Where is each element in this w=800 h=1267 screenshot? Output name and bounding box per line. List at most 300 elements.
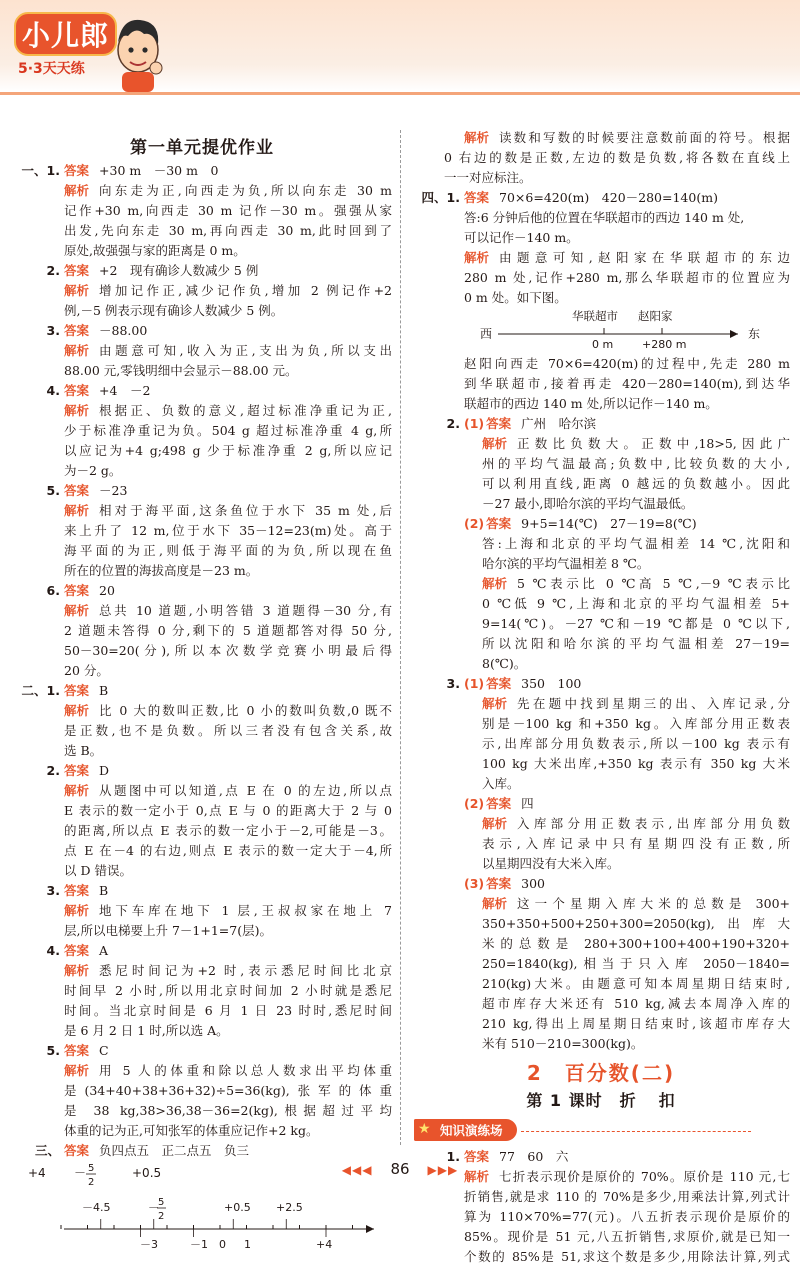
- line-text: 300: [521, 876, 545, 891]
- line-text: 280 m 处,记作+280 m,那么华联超市的位置应为: [464, 270, 790, 285]
- answer-line: [12, 881, 392, 901]
- nl-axis-arrow-icon: [366, 1225, 374, 1233]
- explain-label: 解析: [482, 576, 508, 591]
- answer-line: [12, 421, 392, 441]
- line-text: 8(℃)。: [482, 656, 527, 671]
- answer-line: [12, 441, 392, 461]
- answer-line: [412, 494, 790, 514]
- answer-line: [412, 614, 790, 634]
- answer-line: [12, 681, 392, 701]
- line-text: B: [99, 883, 109, 898]
- answer-line: [12, 1101, 392, 1121]
- explain-label: 解析: [464, 1169, 490, 1184]
- answer-line: [12, 301, 392, 321]
- line-text: 时间早 2 小时,所以用北京时间加 2 小时就是悉尼: [64, 983, 392, 998]
- answer-label: 答案: [486, 676, 512, 691]
- line-text: 答:6 分钟后他的位置在华联超市的西边 140 m 处,: [464, 210, 745, 225]
- line-text: +4 －2: [99, 383, 151, 398]
- item-number: 1.: [446, 1149, 460, 1164]
- line-text: 是 38 kg,38>36,38－36=2(kg),根据超过平均: [64, 1103, 392, 1118]
- answer-line: [412, 128, 790, 148]
- line-text: 入库部分用正数表示,出库部分用负数: [517, 816, 790, 831]
- answer-line: [412, 894, 790, 914]
- answer-label: 答案: [64, 383, 90, 398]
- answer-line: [12, 861, 392, 881]
- line-text: C: [99, 1043, 109, 1058]
- item-number: 6.: [46, 583, 60, 598]
- line-text: 米有 510－210=300(kg)。: [482, 1036, 644, 1051]
- sub-number: (2): [464, 516, 485, 531]
- line-text: 出发,先向东走 30 m,再向西走 30 m,此时回到了: [64, 223, 392, 238]
- answer-line: [12, 1041, 392, 1061]
- line-text: 哈尔滨的平均气温相差 8 ℃。: [482, 556, 650, 571]
- answer-line: [412, 248, 790, 268]
- line-text: 点 E 在－4 的右边,则点 E 表示的数一定大于－4,所: [64, 843, 392, 858]
- answer-line: [12, 741, 392, 761]
- nl-tick-p4: +4: [316, 1238, 333, 1251]
- line-text: 20: [99, 583, 115, 598]
- answer-line: [12, 961, 392, 981]
- line-text: 比 0 大的数叫正数,比 0 小的数叫负数,0 既不: [99, 703, 392, 718]
- answer-line: [12, 241, 392, 261]
- nl-tick-1: 1: [244, 1238, 251, 1251]
- answer-label: 答案: [486, 876, 512, 891]
- lesson-title-b: 扣: [658, 1091, 676, 1110]
- banner-row: [412, 1111, 790, 1141]
- left-column: [12, 128, 392, 1259]
- answer-line: [412, 794, 790, 814]
- answer-line: [12, 921, 392, 941]
- item-number: 5.: [46, 483, 60, 498]
- nl-label-num: 5: [158, 1197, 165, 1208]
- line-text: －23: [99, 483, 128, 498]
- answer-label: 答案: [486, 796, 512, 811]
- line-text: －27 最小,即哈尔滨的平均气温最低。: [482, 496, 694, 511]
- banner-label: 知识演练场: [440, 1123, 503, 1138]
- nl-tick-m1: －1: [190, 1238, 208, 1251]
- explain-label: 解析: [64, 1063, 90, 1078]
- line-text: 210 kg,得出上周星期日结束时,该超市库存大: [482, 1016, 790, 1031]
- answer-label: 答案: [64, 583, 90, 598]
- answer-line: [412, 654, 790, 674]
- line-text: 100 kg 大米出库,+350 kg 表示有 350 kg 大米: [482, 756, 790, 771]
- answer-line: [412, 594, 790, 614]
- item-number: 四、1.: [421, 190, 460, 205]
- answer-line: [12, 581, 392, 601]
- footer-left-arrows-icon: ◀◀◀: [341, 1163, 373, 1177]
- item-number: 二、1.: [21, 683, 60, 698]
- answer-line: [412, 994, 790, 1014]
- line-text: 到华联超市,接着再走 420－280=140(m),到达华: [464, 376, 790, 391]
- line-text: B: [99, 683, 109, 698]
- right-answer-list-bottom: [412, 354, 790, 1054]
- answer-label: 答案: [64, 1143, 90, 1158]
- answer-line: [412, 954, 790, 974]
- page-number: 86: [390, 1160, 410, 1178]
- line-text: 210(kg)大米。由题意可知本周星期日结束时,: [482, 976, 790, 991]
- line-text: 的距离,所以点 E 表示的数一定小于－2,可能是－3。: [64, 823, 392, 838]
- line-text: 9+5=14(℃) 27－19=8(℃): [521, 516, 697, 531]
- line-text: 广州 哈尔滨: [521, 416, 597, 431]
- line-text: 联超市的西边 140 m 处,所以记作－140 m。: [464, 396, 718, 411]
- line-text: 超市库存大米还有 510 kg,减去本周净入库的: [482, 996, 790, 1011]
- nl-label-den: 2: [158, 1211, 165, 1222]
- answer-line: [12, 701, 392, 721]
- answer-line: [412, 454, 790, 474]
- line-text: 相对于海平面,这条鱼位于水下 35 m 处,后: [99, 503, 392, 518]
- line-text: 少于标准净重记为负。504 g 超过标准净重 4 g,所: [64, 423, 392, 438]
- answer-line: [412, 168, 790, 188]
- line-text: E 表示的数一定小于 0,点 E 与 0 的距离大于 2 与 0: [64, 803, 392, 818]
- line-text: A: [99, 943, 109, 958]
- line-text: 由题意可知,赵阳家在华联超市的东边: [499, 250, 790, 265]
- line-text: D: [99, 763, 110, 778]
- line-text: 体重的记为正,可知张军的体重应记作+2 kg。: [64, 1123, 319, 1138]
- line-text: 以应记为+4 g;498 g 少于标准净重 2 g,所以应记: [64, 443, 392, 458]
- answer-label: 答案: [64, 263, 90, 278]
- answer-label: 答案: [486, 416, 512, 431]
- direction-arrow-icon: [730, 330, 738, 338]
- answer-line: [12, 1061, 392, 1081]
- answer-line: [412, 934, 790, 954]
- nl-tick-m3: －3: [140, 1238, 158, 1251]
- section-title: 2 百分数(二): [526, 1061, 676, 1085]
- explain-label: 解析: [64, 183, 90, 198]
- line-text: 答:上海和北京的平均气温相差 14 ℃,沈阳和: [482, 536, 790, 551]
- answer-line: [12, 661, 392, 681]
- answer-label: 答案: [464, 1149, 490, 1164]
- item-number: 3.: [46, 883, 60, 898]
- answer-label: 答案: [64, 323, 90, 338]
- item-number: 2.: [46, 763, 60, 778]
- left-answer-list: [12, 161, 392, 1161]
- line-text: 赵阳向西走 70×6=420(m)的过程中,先走 280 m: [464, 356, 790, 371]
- answer-line: [412, 374, 790, 394]
- explain-label: 解析: [64, 603, 90, 618]
- right-answer-list-top: [412, 128, 790, 308]
- line-text: 总共 10 道题,小明答错 3 道题得－30 分,有: [99, 603, 392, 618]
- line-text: 50－30=20(分),所以本次数学竞赛小明最后得: [64, 643, 392, 658]
- explain-label: 解析: [64, 903, 90, 918]
- item-number: 4.: [46, 383, 60, 398]
- answer-line: [12, 461, 392, 481]
- item-number: 2.: [446, 416, 460, 431]
- line-text: 5 ℃表示比 0 ℃高 5 ℃,－9 ℃表示比: [517, 576, 790, 591]
- answer-line: [12, 801, 392, 821]
- answer-line: [12, 201, 392, 221]
- line-text: 以 D 错误。: [64, 863, 132, 878]
- line-text: 读数和写数的时候要注意数前面的符号。根据: [499, 130, 790, 145]
- mascot-boy-icon: [108, 12, 166, 94]
- answer-line: [412, 288, 790, 308]
- right-column: [412, 128, 790, 1267]
- column-divider: [400, 130, 401, 1145]
- line-text: 0 ℃低 9 ℃,上海和北京的平均气温相差 5+: [482, 596, 790, 611]
- answer-line: [412, 1187, 790, 1207]
- line-text: 0 右边的数是正数,左边的数是负数,将各数在直线上: [444, 150, 790, 165]
- line-text: 记作+30 m,向西走 30 m 记作－30 m。强强从家: [64, 203, 392, 218]
- answer-line: [412, 814, 790, 834]
- line-text: 个数的 85%是 51,求这个数是多少,用除法计算,列式: [464, 1249, 790, 1264]
- answer-line: [12, 381, 392, 401]
- explain-label: 解析: [464, 250, 490, 265]
- answer-label: 答案: [64, 943, 90, 958]
- direction-plus-label: +280 m: [642, 338, 687, 351]
- direction-west-label: 西: [480, 327, 493, 341]
- answer-line: [412, 228, 790, 248]
- answer-line: [12, 1141, 392, 1161]
- answer-line: [412, 914, 790, 934]
- banner-dashed-rule: [521, 1131, 751, 1133]
- item-number: 三、: [34, 1143, 60, 1158]
- answer-label: 答案: [64, 763, 90, 778]
- nl-label-p05: +0.5: [224, 1201, 251, 1214]
- direction-store-label: 华联超市: [572, 309, 618, 323]
- direction-east-label: 东: [748, 327, 761, 341]
- answer-line: [12, 641, 392, 661]
- explain-label: 解析: [64, 403, 90, 418]
- nl-label-m45: －4.5: [82, 1201, 111, 1214]
- line-text: 七折表示现价是原价的 70%。原价是 110 元,七: [499, 1169, 790, 1184]
- answer-line: [12, 1081, 392, 1101]
- item-number: 2.: [46, 263, 60, 278]
- answer-line: [412, 1014, 790, 1034]
- direction-zero-label: 0 m: [592, 338, 614, 351]
- nl-points: [101, 1219, 326, 1237]
- line-text: 米的总数是 280+300+100+400+190+320+: [482, 936, 790, 951]
- line-text: 0 m 处。如下图。: [464, 290, 567, 305]
- answer-line: [12, 541, 392, 561]
- nl-value-den: 2: [88, 1177, 95, 1188]
- unit-title: 第一单元提优作业: [130, 138, 274, 158]
- line-text: 由题意可知,收入为正,支出为负,所以支出: [99, 343, 392, 358]
- line-text: 向东走为正,向西走为负,所以向东走 30 m: [99, 183, 392, 198]
- answer-line: [12, 501, 392, 521]
- answer-line: [412, 188, 790, 208]
- sub-number: (2): [464, 796, 485, 811]
- answer-line: [412, 354, 790, 374]
- knowledge-banner: [414, 1119, 517, 1141]
- line-text: 正数比负数大。正数中,18>5,因此广: [517, 436, 790, 451]
- line-text: 以星期四没有大米入库。: [482, 856, 620, 871]
- answer-line: [412, 534, 790, 554]
- answer-line: [12, 721, 392, 741]
- answer-line: [12, 181, 392, 201]
- line-text: +30 m －30 m 0: [99, 163, 219, 178]
- line-text: 是正数,也不是负数。所以三者没有包含关系,故: [64, 723, 392, 738]
- answer-label: 答案: [64, 883, 90, 898]
- star-icon: ★: [418, 1121, 431, 1137]
- line-text: 所在的位置的海拔高度是－23 m。: [64, 563, 259, 578]
- direction-line-figure: [412, 308, 790, 352]
- explain-label: 解析: [64, 503, 90, 518]
- answer-line: [12, 281, 392, 301]
- answer-line: [12, 341, 392, 361]
- explain-label: 解析: [482, 696, 508, 711]
- nl-tick-0: 0: [219, 1238, 226, 1251]
- answer-line: [12, 161, 392, 181]
- logo-title: 小儿郎: [14, 12, 117, 56]
- answer-line: [12, 1121, 392, 1141]
- line-text: 从题图中可以知道,点 E 在 0 的左边,所以点: [99, 783, 392, 798]
- line-text: 负四点五 正二点五 负三: [99, 1143, 250, 1158]
- line-text: 先在题中找到星期三的出、入库记录,分: [517, 696, 790, 711]
- answer-line: [412, 268, 790, 288]
- answer-line: [12, 901, 392, 921]
- answer-line: [12, 521, 392, 541]
- answer-line: [412, 1247, 790, 1267]
- answer-line: [412, 854, 790, 874]
- line-text: 表示,入库记录中只有星期四没有正数,所: [482, 836, 790, 851]
- answer-line: [412, 1227, 790, 1247]
- answer-line: [12, 1021, 392, 1041]
- answer-line: [412, 514, 790, 534]
- line-text: 350+350+500+250+300=2050(kg),出库大: [482, 916, 790, 931]
- logo-subtitle: 5·3天天练: [18, 61, 85, 77]
- answer-line: [412, 148, 790, 168]
- answer-line: [412, 1034, 790, 1054]
- line-text: 选 B。: [64, 743, 103, 758]
- answer-line: [412, 574, 790, 594]
- line-text: 原处,故强强与家的距离是 0 m。: [64, 243, 246, 258]
- nl-value-plus05: +0.5: [132, 1166, 162, 1180]
- answer-line: [412, 208, 790, 228]
- answer-line: [412, 774, 790, 794]
- answer-line: [12, 601, 392, 621]
- line-text: 为－2 g。: [64, 463, 122, 478]
- explain-label: 解析: [64, 343, 90, 358]
- answer-line: [12, 781, 392, 801]
- answer-line: [12, 1001, 392, 1021]
- answer-line: [412, 1207, 790, 1227]
- line-text: 85%。现价是 51 元,八五折销售,求原价,就是已知一: [464, 1229, 790, 1244]
- answer-line: [12, 821, 392, 841]
- line-text: 所以沈阳和哈尔滨的平均气温相差 27－19=: [482, 636, 790, 651]
- nl-label-p25: +2.5: [276, 1201, 303, 1214]
- answer-line: [12, 841, 392, 861]
- lesson-title: [412, 1088, 790, 1111]
- explain-label: 解析: [64, 703, 90, 718]
- explain-label: 解析: [464, 130, 490, 145]
- line-text: 入库。: [482, 776, 520, 791]
- answer-label: 答案: [486, 516, 512, 531]
- answer-line: [12, 761, 392, 781]
- item-number: 3.: [446, 676, 460, 691]
- answer-label: 答案: [64, 1043, 90, 1058]
- answer-line: [412, 974, 790, 994]
- line-text: 250=1840(kg),相当于只入库 2050－1840=: [482, 956, 790, 971]
- answer-label: 答案: [64, 163, 90, 178]
- lesson-title-a: 第 1 课时 折: [526, 1091, 637, 1110]
- line-text: 来上升了 12 m,位于水下 35－12=23(m)处。高于: [64, 523, 392, 538]
- nl-value-plus4: +4: [28, 1166, 46, 1180]
- item-number: 5.: [46, 1043, 60, 1058]
- nl-label-minus: －: [148, 1201, 159, 1214]
- line-text: 是(34+40+38+36+32)÷5=36(kg),张军的体重: [64, 1083, 392, 1098]
- answer-line: [12, 361, 392, 381]
- line-text: 时间。当北京时间是 6 月 1 日 23 时时,悉尼时间: [64, 1003, 392, 1018]
- line-text: 四: [521, 796, 534, 811]
- nl-ticks: [61, 1225, 353, 1229]
- line-text: 增加记作正,减少记作负,增加 2 例记作+2: [99, 283, 392, 298]
- line-text: 地下车库在地下 1 层,王叔叔家在地上 7: [99, 903, 392, 918]
- page-footer: [0, 1160, 800, 1178]
- line-text: 70×6=420(m) 420－280=140(m): [499, 190, 718, 205]
- line-text: 示,出库部分用负数表示,所以－100 kg 表示有: [482, 736, 790, 751]
- explain-label: 解析: [64, 963, 90, 978]
- answer-line: [12, 981, 392, 1001]
- footer-right-arrows-icon: ▶▶▶: [427, 1163, 459, 1177]
- sub-number: (1): [464, 676, 485, 691]
- line-text: 层,所以电梯要上升 7－1+1=7(层)。: [64, 923, 272, 938]
- answer-line: [412, 694, 790, 714]
- line-text: 一一对应标注。: [444, 170, 532, 185]
- line-text: 州的平均气温最高;负数中,比较负数的大小,: [482, 456, 790, 471]
- brand-logo: [8, 10, 168, 90]
- line-text: 这一个星期入库大米的总数是 300+: [517, 896, 790, 911]
- line-text: －88.00: [99, 323, 148, 338]
- answer-line: [412, 674, 790, 694]
- line-text: 别是－100 kg 和+350 kg。入库部分用正数表: [482, 716, 790, 731]
- explain-label: 解析: [64, 783, 90, 798]
- line-text: 可以利用直线,距离 0 越远的负数越小。因此: [482, 476, 790, 491]
- answer-line: [412, 434, 790, 454]
- answer-line: [12, 221, 392, 241]
- answer-line: [412, 414, 790, 434]
- explain-label: 解析: [482, 896, 508, 911]
- line-text: 根据正、负数的意义,超过标准净重记为正,: [99, 403, 392, 418]
- explain-label: 解析: [482, 436, 508, 451]
- sub-number: (3): [464, 876, 485, 891]
- answer-line: [12, 621, 392, 641]
- line-text: 用 5 人的体重和除以总人数求出平均体重: [99, 1063, 392, 1078]
- answer-line: [12, 481, 392, 501]
- answer-line: [412, 714, 790, 734]
- answer-line: [412, 734, 790, 754]
- line-text: 海平面的为正,则低于海平面的为负,所以现在鱼: [64, 543, 392, 558]
- line-text: 88.00 元,零钱明细中会显示－88.00 元。: [64, 363, 298, 378]
- line-text: 算为 110×70%=77(元)。八五折表示现价是原价的: [464, 1209, 790, 1224]
- line-text: 2 道题未答得 0 分,剩下的 5 道题都答对得 50 分,: [64, 623, 392, 638]
- answer-line: [12, 561, 392, 581]
- line-text: 是 6 月 2 日 1 时,所以选 A。: [64, 1023, 229, 1038]
- explain-label: 解析: [64, 283, 90, 298]
- direction-home-label: 赵阳家: [638, 309, 673, 323]
- explain-label: 解析: [482, 816, 508, 831]
- item-number: 4.: [46, 943, 60, 958]
- line-text: 20 分。: [64, 663, 109, 678]
- line-text: +2 现有确诊人数减少 5 例: [99, 263, 259, 278]
- item-number: 一、1.: [21, 163, 60, 178]
- answer-line: [12, 261, 392, 281]
- line-text: 350 100: [521, 676, 582, 691]
- line-text: 折销售,就是求 110 的 70%是多少,用乘法计算,列式计: [464, 1189, 790, 1204]
- line-text: 可以记作－140 m。: [464, 230, 579, 245]
- answer-line: [12, 941, 392, 961]
- answer-line: [412, 754, 790, 774]
- answer-label: 答案: [64, 483, 90, 498]
- answer-line: [412, 394, 790, 414]
- answer-line: [12, 401, 392, 421]
- answer-line: [412, 834, 790, 854]
- sub-number: (1): [464, 416, 485, 431]
- item-number: 3.: [46, 323, 60, 338]
- answer-line: [12, 321, 392, 341]
- answer-line: [412, 554, 790, 574]
- nl-value-minus: －: [74, 1166, 87, 1180]
- answer-line: [412, 634, 790, 654]
- answer-label: 答案: [464, 190, 490, 205]
